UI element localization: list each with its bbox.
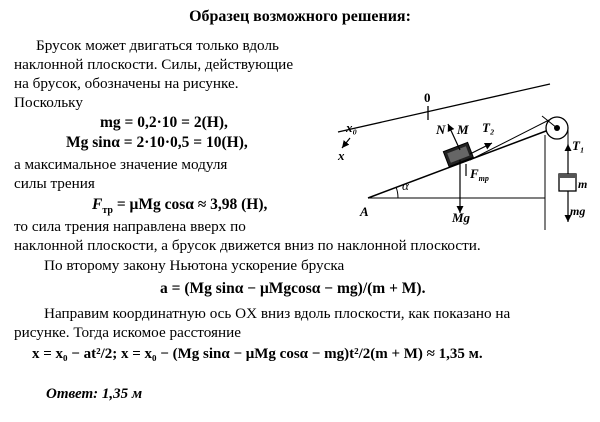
label-Ftr	[469, 166, 489, 183]
text-line-8: По второму закону Ньютона ускорение бруска	[44, 257, 345, 274]
formula-friction-F: F	[92, 196, 103, 213]
label-T1: T₁	[572, 138, 585, 153]
angle-arc	[396, 187, 398, 198]
label-T2: T₂	[482, 120, 495, 135]
page-title: Образец возможного решения:	[189, 8, 411, 25]
formula-acceleration: a = (Mg sinα − μMgcosα − mg)/(m + M).	[160, 280, 426, 297]
text-line-5b: силы трения	[14, 175, 95, 192]
formula-friction-sub: тр	[102, 205, 113, 217]
text-line-6: то сила трения направлена вверх по	[14, 218, 246, 235]
label-m: m	[578, 177, 588, 191]
label-Ftr-sub: тр	[478, 174, 489, 183]
formula-friction-rest: = μMg cosα ≈ 3,98 (Н),	[112, 196, 268, 213]
answer	[46, 386, 142, 403]
label-mg: mg	[570, 204, 586, 218]
label-A: A	[360, 204, 369, 219]
label-M: M	[457, 122, 469, 137]
formula-distance: x = x₀ − at²/2; x = x₀ − (Mg sinα − μMg cosα − mg)t²/2(m + M) ≈ 1,35 м.	[32, 346, 483, 362]
label-alpha: α	[402, 178, 409, 193]
label-Ftr-F: F	[470, 166, 479, 181]
answer-label: Ответ:	[46, 386, 99, 402]
text-line-10: рисунке. Тогда искомое расстояние	[14, 324, 242, 341]
label-N: N	[436, 122, 446, 137]
text-line-4: Поскольку	[14, 94, 83, 111]
block-m-top	[559, 174, 576, 178]
text-line-2: наклонной плоскости. Силы, действующие	[14, 56, 294, 73]
answer-value: 1,35 м	[101, 386, 143, 402]
label-zero: 0	[424, 90, 431, 105]
formula-friction	[92, 196, 267, 216]
text-line-7: наклонной плоскости, а брусок движется вниз по наклонной плоскости.	[14, 237, 481, 254]
label-Mg: Mg	[452, 210, 471, 225]
formula-mg: mg = 0,2·10 = 2(Н),	[100, 114, 228, 131]
formula-mg-sin: Mg sinα = 2·10·0,5 = 10(Н),	[66, 134, 248, 151]
text-line-1: Брусок может двигаться только вдоль	[36, 37, 279, 54]
text-line-3: на брусок, обозначены на рисунке.	[14, 75, 239, 92]
incline-figure	[320, 80, 600, 230]
text-line-5a: а максимальное значение модуля	[14, 156, 228, 173]
label-x: x	[338, 148, 345, 163]
x-axis-arrow	[342, 138, 350, 148]
text-line-9: Направим координатную ось OX вниз вдоль плоскости, как показано на	[44, 305, 511, 322]
label-x0: x₀	[346, 120, 358, 135]
